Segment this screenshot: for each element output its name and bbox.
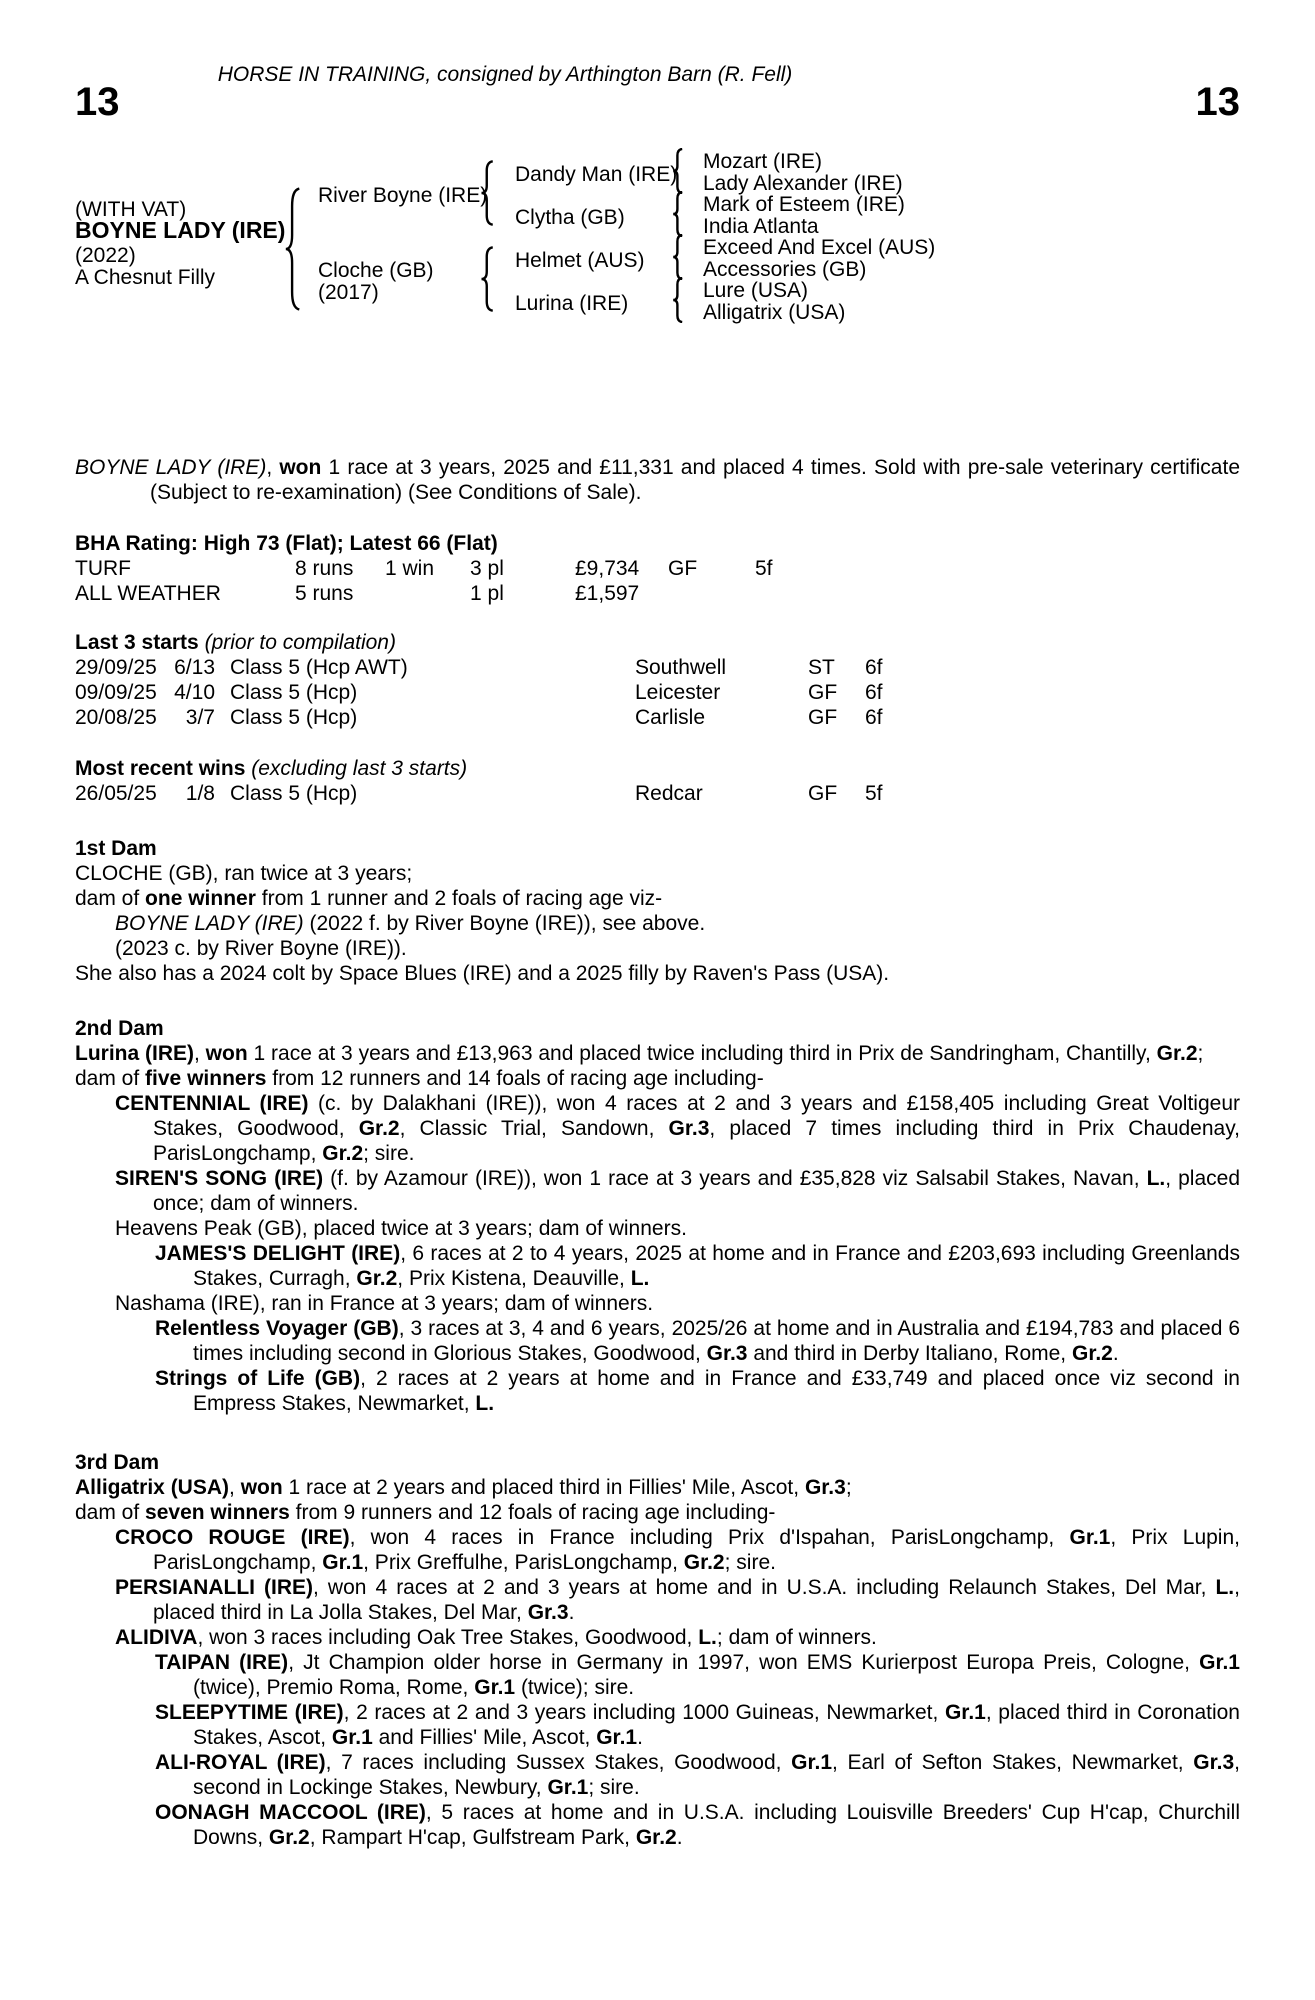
text-segment: won bbox=[240, 1476, 283, 1499]
text-segment: , 2 races at 2 and 3 years including 1000 Guineas, Newmarket, bbox=[343, 1701, 945, 1724]
text-segment: . bbox=[568, 1601, 575, 1624]
lot-number-right: 13 bbox=[1195, 80, 1240, 124]
race-summary bbox=[75, 455, 1240, 505]
pedigree-diagram bbox=[0, 0, 1315, 340]
third-dam-heading: 3rd Dam bbox=[75, 1451, 160, 1474]
pedigree-text-paragraph bbox=[75, 1650, 1240, 1700]
race-row bbox=[75, 680, 1240, 705]
great-grandparent-7: Lure (USA) bbox=[703, 279, 809, 302]
text-segment: from 1 runner and 2 foals of racing age viz- bbox=[255, 887, 663, 910]
text-segment: PERSIANALLI (IRE) bbox=[115, 1576, 314, 1599]
text-segment: 1 race at 2 years and placed third in Fillies' Mile, Ascot, bbox=[282, 1476, 805, 1499]
text-segment: L. bbox=[1146, 1167, 1166, 1190]
race-class: Class 5 (Hcp AWT) bbox=[230, 656, 408, 679]
text-segment: OONAGH MACCOOL (IRE) bbox=[155, 1801, 426, 1824]
text-segment: , second in Lockinge Stakes, Newbury, bbox=[193, 1751, 1240, 1799]
bha-wins: 1 win bbox=[385, 557, 435, 580]
pedigree-text-paragraph bbox=[75, 1241, 1240, 1291]
text-segment: Gr.1 bbox=[331, 1726, 373, 1749]
last-starts-note: (prior to compilation) bbox=[204, 631, 396, 654]
text-segment: Gr.1 bbox=[944, 1701, 986, 1724]
pedigree-text-paragraph bbox=[75, 1750, 1240, 1800]
pedigree-text-paragraph bbox=[75, 1291, 1240, 1316]
grandsire-dam-side: Helmet (AUS) bbox=[515, 249, 645, 272]
bha-earnings: £1,597 bbox=[575, 582, 640, 605]
first-dam-section bbox=[75, 836, 1240, 986]
text-segment: won bbox=[205, 1042, 248, 1065]
last-starts-block bbox=[75, 630, 1240, 730]
text-segment: L. bbox=[1215, 1576, 1235, 1599]
text-segment: Gr.2 bbox=[1071, 1342, 1113, 1365]
text-segment: Gr.1 bbox=[1069, 1526, 1111, 1549]
text-segment: TAIPAN (IRE) bbox=[155, 1651, 289, 1674]
horse-name: BOYNE LADY (IRE) bbox=[75, 217, 286, 243]
race-position: 1/8 bbox=[185, 782, 215, 805]
text-segment: , 7 races including Sussex Stakes, Goodwood, bbox=[325, 1751, 792, 1774]
race-going: GF bbox=[808, 782, 838, 805]
sire-name: River Boyne (IRE) bbox=[318, 184, 488, 207]
text-segment: Lurina (IRE) bbox=[75, 1042, 194, 1065]
pedigree-text-paragraph bbox=[75, 1316, 1240, 1366]
great-grandparent-6: Accessories (GB) bbox=[703, 258, 867, 281]
text-segment: 1 race at 3 years and £13,963 and placed twice including third in Prix de Sandringham, Chantilly, bbox=[247, 1042, 1157, 1065]
text-segment: Gr.1 bbox=[791, 1751, 833, 1774]
text-segment: , bbox=[229, 1476, 241, 1499]
text-segment: dam of bbox=[75, 887, 146, 910]
pedigree-text-paragraph bbox=[75, 1091, 1240, 1166]
race-position: 3/7 bbox=[185, 706, 215, 729]
text-segment: , placed once; dam of winners. bbox=[153, 1167, 1241, 1215]
great-grandparent-3: Mark of Esteem (IRE) bbox=[703, 193, 905, 216]
great-grandparent-5: Exceed And Excel (AUS) bbox=[703, 236, 936, 259]
pedigree-brace-g3-1 bbox=[672, 148, 684, 194]
text-segment: , won 4 races at 2 and 3 years at home and in U.S.A. including Relaunch Stakes, Del Mar, bbox=[313, 1576, 1216, 1599]
text-segment: won bbox=[279, 456, 322, 479]
text-segment: Gr.3 bbox=[804, 1476, 846, 1499]
second-dam-paragraphs bbox=[75, 1041, 1240, 1416]
dam-name: Cloche (GB) bbox=[318, 259, 434, 282]
great-grandparent-2: Lady Alexander (IRE) bbox=[703, 172, 903, 195]
text-segment: . bbox=[676, 1826, 683, 1849]
pedigree-brace-sire bbox=[480, 160, 495, 226]
text-segment: SLEEPYTIME (IRE) bbox=[155, 1701, 344, 1724]
text-segment: , Prix Kistena, Deauville, bbox=[397, 1267, 631, 1290]
bha-rating-heading: BHA Rating: High 73 (Flat); Latest 66 (Flat) bbox=[75, 532, 498, 555]
text-segment: ALIDIVA bbox=[115, 1626, 198, 1649]
text-segment: , placed third in Coronation Stakes, Ascot, bbox=[193, 1701, 1240, 1749]
race-class: Class 5 (Hcp) bbox=[230, 706, 358, 729]
text-segment: , Earl of Sefton Stakes, Newmarket, bbox=[832, 1751, 1194, 1774]
text-segment: (twice), Premio Roma, Rome, bbox=[193, 1676, 475, 1699]
text-segment: Alligatrix (USA) bbox=[75, 1476, 230, 1499]
race-course: Carlisle bbox=[635, 706, 706, 729]
text-segment: (f. by Azamour (IRE)), won 1 race at 3 years and £35,828 viz Salsabil Stakes, Navan, bbox=[323, 1167, 1147, 1190]
pedigree-text-paragraph bbox=[75, 1625, 1240, 1650]
page-title: HORSE IN TRAINING, consigned by Arthington Barn (R. Fell) bbox=[217, 63, 793, 86]
race-row bbox=[75, 781, 1240, 806]
second-dam-heading: 2nd Dam bbox=[75, 1017, 164, 1040]
text-segment: , 3 races at 3, 4 and 6 years, 2025/26 at home and in Australia and £194,783 and placed 6 times including second in Glorious Stakes, Goodwood, bbox=[193, 1317, 1240, 1365]
race-row bbox=[75, 655, 1240, 680]
text-segment: , Rampart H'cap, Gulfstream Park, bbox=[309, 1826, 636, 1849]
race-going: ST bbox=[808, 656, 835, 679]
pedigree-text-paragraph bbox=[75, 1366, 1240, 1416]
race-date: 29/09/25 bbox=[75, 656, 157, 679]
great-grandparent-1: Mozart (IRE) bbox=[703, 150, 823, 173]
text-segment: Gr.2 bbox=[322, 1142, 364, 1165]
recent-wins-block bbox=[75, 756, 1240, 806]
pedigree-text-paragraph bbox=[75, 1216, 1240, 1241]
text-segment: Gr.2 bbox=[358, 1117, 400, 1140]
first-dam-heading: 1st Dam bbox=[75, 837, 157, 860]
text-segment: BOYNE LADY (IRE) bbox=[115, 912, 304, 935]
pedigree-text-paragraph bbox=[75, 1066, 1240, 1091]
text-segment: 1 race at 3 years, 2025 and £11,331 and placed 4 times. Sold with pre-sale veterinary certificate (Subject to re-examination) (See Conditions of Sale). bbox=[150, 456, 1240, 504]
text-segment: Gr.1 bbox=[322, 1551, 364, 1574]
text-segment: Nashama (IRE), ran in France at 3 years; dam of winners. bbox=[115, 1292, 654, 1315]
text-segment: dam of bbox=[75, 1501, 146, 1524]
pedigree-brace-gen1 bbox=[284, 186, 302, 312]
text-segment: , placed third in La Jolla Stakes, Del Mar, bbox=[153, 1576, 1240, 1624]
text-segment: Gr.2 bbox=[356, 1267, 398, 1290]
race-date: 20/08/25 bbox=[75, 706, 157, 729]
vat-note: (WITH VAT) bbox=[75, 198, 187, 221]
text-segment: dam of bbox=[75, 1067, 146, 1090]
last-starts-heading bbox=[75, 630, 1240, 655]
pedigree-text-paragraph bbox=[75, 961, 1240, 986]
pedigree-text-paragraph bbox=[75, 1575, 1240, 1625]
pedigree-text-paragraph bbox=[75, 911, 1240, 936]
bha-wins bbox=[385, 581, 470, 606]
pedigree-text-paragraph bbox=[75, 1700, 1240, 1750]
race-distance: 6f bbox=[865, 706, 883, 729]
pedigree-text-paragraph bbox=[75, 1525, 1240, 1575]
pedigree-text-paragraph bbox=[75, 886, 1240, 911]
text-segment: ; sire. bbox=[363, 1142, 415, 1165]
text-segment: (2022 f. by River Boyne (IRE)), see above. bbox=[303, 912, 706, 935]
text-segment: Gr.3 bbox=[527, 1601, 569, 1624]
text-segment: and third in Derby Italiano, Rome, bbox=[747, 1342, 1072, 1365]
bha-row-all-weather bbox=[75, 581, 1240, 606]
race-position: 6/13 bbox=[174, 656, 215, 679]
recent-wins-heading bbox=[75, 756, 1240, 781]
great-grandparent-8: Alligatrix (USA) bbox=[703, 301, 846, 324]
text-segment: Relentless Voyager (GB) bbox=[155, 1317, 399, 1340]
bha-runs: 8 runs bbox=[295, 557, 354, 580]
pedigree-brace-dam bbox=[480, 246, 495, 312]
bha-earnings: £9,734 bbox=[575, 557, 640, 580]
text-segment: Gr.3 bbox=[1193, 1751, 1235, 1774]
race-going: GF bbox=[808, 681, 838, 704]
text-segment: CROCO ROUGE (IRE) bbox=[115, 1526, 350, 1549]
text-segment: , 2 races at 2 years at home and in France and £33,749 and placed once viz second in Empress Stakes, Newmarket, bbox=[193, 1367, 1240, 1415]
text-segment: Gr.2 bbox=[635, 1826, 677, 1849]
text-segment: , 6 races at 2 to 4 years, 2025 at home and in France and £203,693 including Greenlands Stakes, Curragh, bbox=[193, 1242, 1240, 1290]
text-segment: from 12 runners and 14 foals of racing age including- bbox=[266, 1067, 764, 1090]
race-date: 26/05/25 bbox=[75, 782, 157, 805]
race-course: Redcar bbox=[635, 782, 703, 805]
text-segment: ; sire. bbox=[724, 1551, 776, 1574]
pedigree-text-paragraph bbox=[75, 1800, 1240, 1850]
race-course: Leicester bbox=[635, 681, 721, 704]
text-segment: Gr.2 bbox=[268, 1826, 310, 1849]
text-segment: , won 4 races in France including Prix d'Ispahan, ParisLongchamp, bbox=[349, 1526, 1070, 1549]
pedigree-text-paragraph bbox=[75, 861, 1240, 886]
pedigree-text-paragraph bbox=[75, 936, 1240, 961]
bha-going: GF bbox=[668, 557, 698, 580]
text-segment: Gr.2 bbox=[683, 1551, 725, 1574]
horse-description: A Chesnut Filly bbox=[75, 266, 216, 289]
race-date: 09/09/25 bbox=[75, 681, 157, 704]
text-segment: ALI-ROYAL (IRE) bbox=[155, 1751, 326, 1774]
pedigree-text-paragraph bbox=[75, 1475, 1240, 1500]
text-segment: ; bbox=[1197, 1042, 1204, 1065]
recent-wins-title: Most recent wins bbox=[75, 757, 246, 780]
pedigree-text-paragraph bbox=[75, 1166, 1240, 1216]
text-segment: , Prix Lupin, ParisLongchamp, bbox=[153, 1526, 1240, 1574]
pedigree-brace-g3-4 bbox=[672, 277, 684, 323]
text-segment: Gr.1 bbox=[474, 1676, 516, 1699]
race-distance: 6f bbox=[865, 656, 883, 679]
race-distance: 5f bbox=[865, 782, 883, 805]
race-course: Southwell bbox=[635, 656, 727, 679]
text-segment: , won 3 races including Oak Tree Stakes, Goodwood, bbox=[197, 1626, 699, 1649]
text-segment: BOYNE LADY (IRE) bbox=[75, 456, 267, 479]
bha-distance: 5f bbox=[755, 557, 773, 580]
race-distance: 6f bbox=[865, 681, 883, 704]
bha-runs: 5 runs bbox=[295, 582, 354, 605]
bha-row-turf bbox=[75, 556, 1240, 581]
text-segment: , bbox=[194, 1042, 206, 1065]
pedigree-brace-g3-2 bbox=[672, 191, 684, 237]
bha-going bbox=[668, 581, 755, 606]
bha-places: 3 pl bbox=[470, 557, 504, 580]
bha-places: 1 pl bbox=[470, 582, 504, 605]
text-segment: L. bbox=[630, 1267, 650, 1290]
text-segment: Gr.2 bbox=[1156, 1042, 1198, 1065]
text-segment: CLOCHE (GB), ran twice at 3 years; bbox=[75, 862, 413, 885]
text-segment: , 5 races at home and in U.S.A. including Louisville Breeders' Cup H'cap, Churchill Downs, bbox=[193, 1801, 1240, 1849]
third-dam-section bbox=[75, 1450, 1240, 1850]
race-class: Class 5 (Hcp) bbox=[230, 782, 358, 805]
text-segment: , placed 7 times including third in Prix Chaudenay, ParisLongchamp, bbox=[153, 1117, 1240, 1165]
text-segment: (2023 c. by River Boyne (IRE)). bbox=[115, 937, 407, 960]
third-dam-paragraphs bbox=[75, 1475, 1240, 1850]
text-segment: Gr.1 bbox=[596, 1726, 638, 1749]
text-segment: L. bbox=[475, 1392, 495, 1415]
text-segment: (c. by Dalakhani (IRE)), won 4 races at 2 and 3 years and £158,405 including Great Voltigeur Stakes, Goodwood, bbox=[153, 1092, 1240, 1140]
text-segment: . bbox=[637, 1726, 643, 1749]
text-segment: Heavens Peak (GB), placed twice at 3 years; dam of winners. bbox=[115, 1217, 687, 1240]
granddam-sire-side: Clytha (GB) bbox=[515, 206, 625, 229]
grandsire-sire-side: Dandy Man (IRE) bbox=[515, 163, 678, 186]
granddam-dam-side: Lurina (IRE) bbox=[515, 292, 629, 315]
text-segment: She also has a 2024 colt by Space Blues (IRE) and a 2025 filly by Raven's Pass (USA). bbox=[75, 962, 890, 985]
text-segment: Gr.1 bbox=[547, 1776, 589, 1799]
last-starts-title: Last 3 starts bbox=[75, 631, 199, 654]
first-dam-paragraphs bbox=[75, 861, 1240, 986]
text-segment: Gr.3 bbox=[668, 1117, 710, 1140]
dam-year: (2017) bbox=[318, 281, 379, 304]
text-segment: , Prix Greffulhe, ParisLongchamp, bbox=[363, 1551, 684, 1574]
text-segment: ; dam of winners. bbox=[716, 1626, 877, 1649]
text-segment: from 9 runners and 12 foals of racing age including- bbox=[289, 1501, 776, 1524]
text-segment: one winner bbox=[145, 887, 256, 910]
pedigree-brace-g3-3 bbox=[672, 234, 684, 280]
text-segment: ; bbox=[845, 1476, 852, 1499]
text-segment: , bbox=[266, 456, 280, 479]
race-going: GF bbox=[808, 706, 838, 729]
foaling-year: (2022) bbox=[75, 244, 136, 267]
second-dam-section bbox=[75, 1016, 1240, 1416]
text-segment: SIREN'S SONG (IRE) bbox=[115, 1167, 324, 1190]
catalogue-text bbox=[75, 455, 1240, 1850]
text-segment: Strings of Life (GB) bbox=[155, 1367, 361, 1390]
text-segment: L. bbox=[698, 1626, 717, 1649]
text-segment: Gr.1 bbox=[1199, 1651, 1240, 1674]
bha-surface: ALL WEATHER bbox=[75, 582, 221, 605]
lot-number-left: 13 bbox=[75, 80, 120, 124]
text-segment: JAMES'S DELIGHT (IRE) bbox=[155, 1242, 401, 1265]
race-row bbox=[75, 705, 1240, 730]
text-segment: seven winners bbox=[145, 1501, 290, 1524]
bha-distance bbox=[755, 581, 1240, 606]
great-grandparent-4: India Atlanta bbox=[703, 215, 819, 238]
text-segment: , Jt Champion older horse in Germany in 1997, won EMS Kurierpost Europa Preis, Cologne, bbox=[288, 1651, 1200, 1674]
race-position: 4/10 bbox=[174, 681, 215, 704]
recent-wins-note: (excluding last 3 starts) bbox=[251, 757, 468, 780]
text-segment: CENTENNIAL (IRE) bbox=[115, 1092, 309, 1115]
race-class: Class 5 (Hcp) bbox=[230, 681, 358, 704]
text-segment: Gr.3 bbox=[706, 1342, 748, 1365]
bha-rating-block bbox=[75, 531, 1240, 606]
text-segment: and Fillies' Mile, Ascot, bbox=[372, 1726, 597, 1749]
text-segment: ; sire. bbox=[588, 1776, 640, 1799]
text-segment: (twice); sire. bbox=[515, 1676, 635, 1699]
text-segment: , Classic Trial, Sandown, bbox=[399, 1117, 669, 1140]
pedigree-text-paragraph bbox=[75, 1041, 1240, 1066]
bha-surface: TURF bbox=[75, 557, 131, 580]
text-segment: five winners bbox=[145, 1067, 267, 1090]
text-segment: . bbox=[1112, 1342, 1119, 1365]
pedigree-text-paragraph bbox=[75, 1500, 1240, 1525]
